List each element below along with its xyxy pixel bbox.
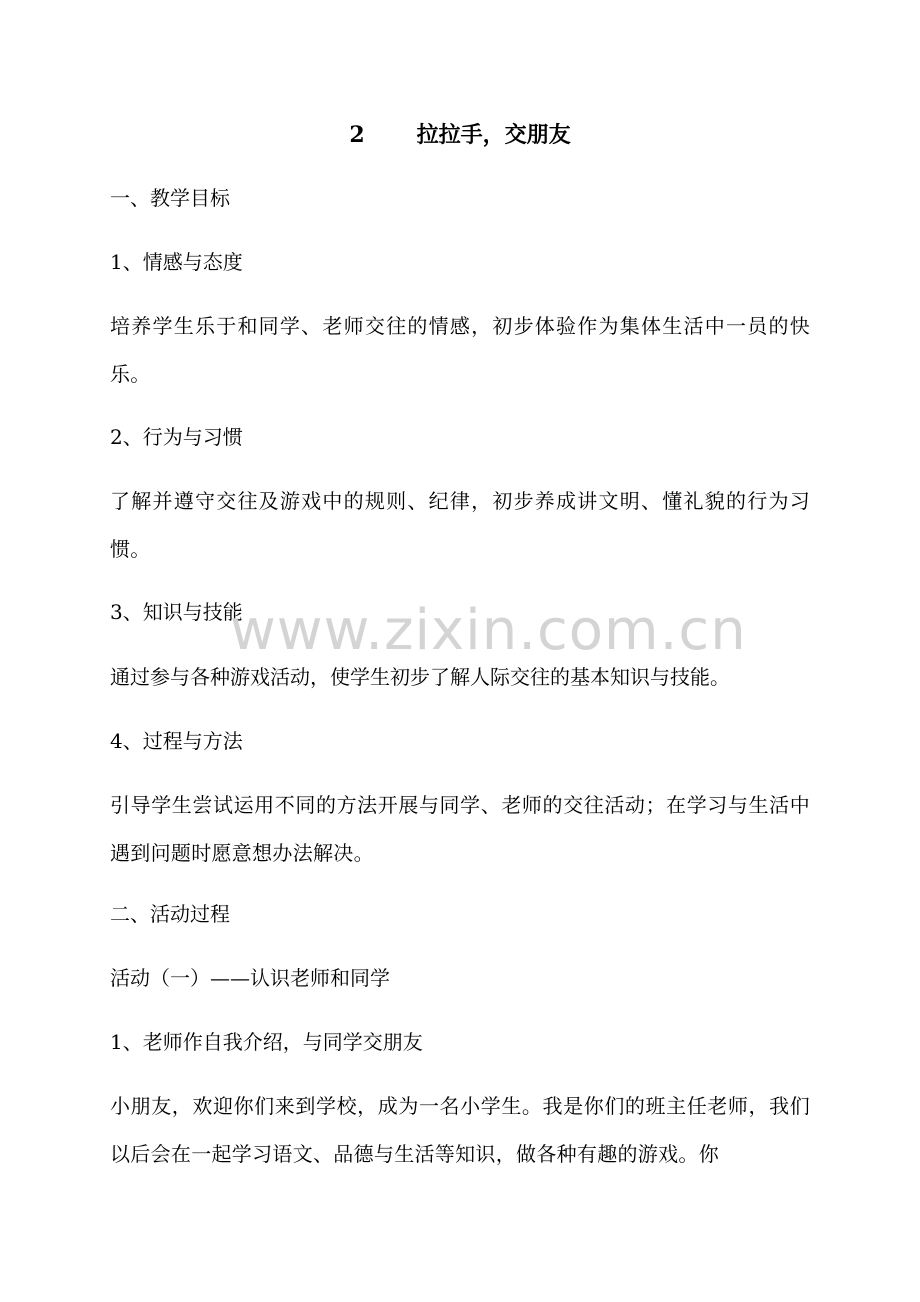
document-title (0, 118, 920, 152)
watermark-text: www.zixin.com.cn (230, 598, 747, 663)
subheading-knowledge-skills: 3、知识与技能 (110, 600, 243, 624)
activity-heading: 活动（一）——认识老师和同学 (110, 966, 390, 990)
lesson-title: 拉拉手，交朋友 (416, 122, 571, 148)
subheading-behavior-habits: 2、行为与习惯 (110, 425, 243, 449)
section-heading-activity-process: 二、活动过程 (110, 902, 230, 926)
paragraph-process-method: 引导学生尝试运用不同的方法开展与同学、老师的交往活动；在学习与生活中遇到问题时愿意想办法解决。 (110, 793, 810, 865)
paragraph-teacher-intro: 小朋友，欢迎你们来到学校，成为一名小学生。我是你们的班主任老师，我们以后会在一起学习语文、品德与生活等知识，做各种有趣的游戏。你 (110, 1094, 810, 1166)
lesson-number: 2 (349, 122, 365, 148)
subheading-emotion-attitude: 1、情感与态度 (110, 250, 243, 274)
paragraph-behavior-habits: 了解并遵守交往及游戏中的规则、纪律，初步养成讲文明、懂礼貌的行为习惯。 (110, 489, 810, 561)
section-heading-objectives: 一、教学目标 (110, 186, 230, 210)
paragraph-emotion-attitude: 培养学生乐于和同学、老师交往的情感，初步体验作为集体生活中一员的快乐。 (110, 314, 810, 386)
subheading-process-method: 4、过程与方法 (110, 729, 243, 753)
paragraph-knowledge-skills: 通过参与各种游戏活动，使学生初步了解人际交往的基本知识与技能。 (110, 665, 730, 689)
subheading-teacher-intro: 1、老师作自我介绍，与同学交朋友 (110, 1030, 423, 1054)
